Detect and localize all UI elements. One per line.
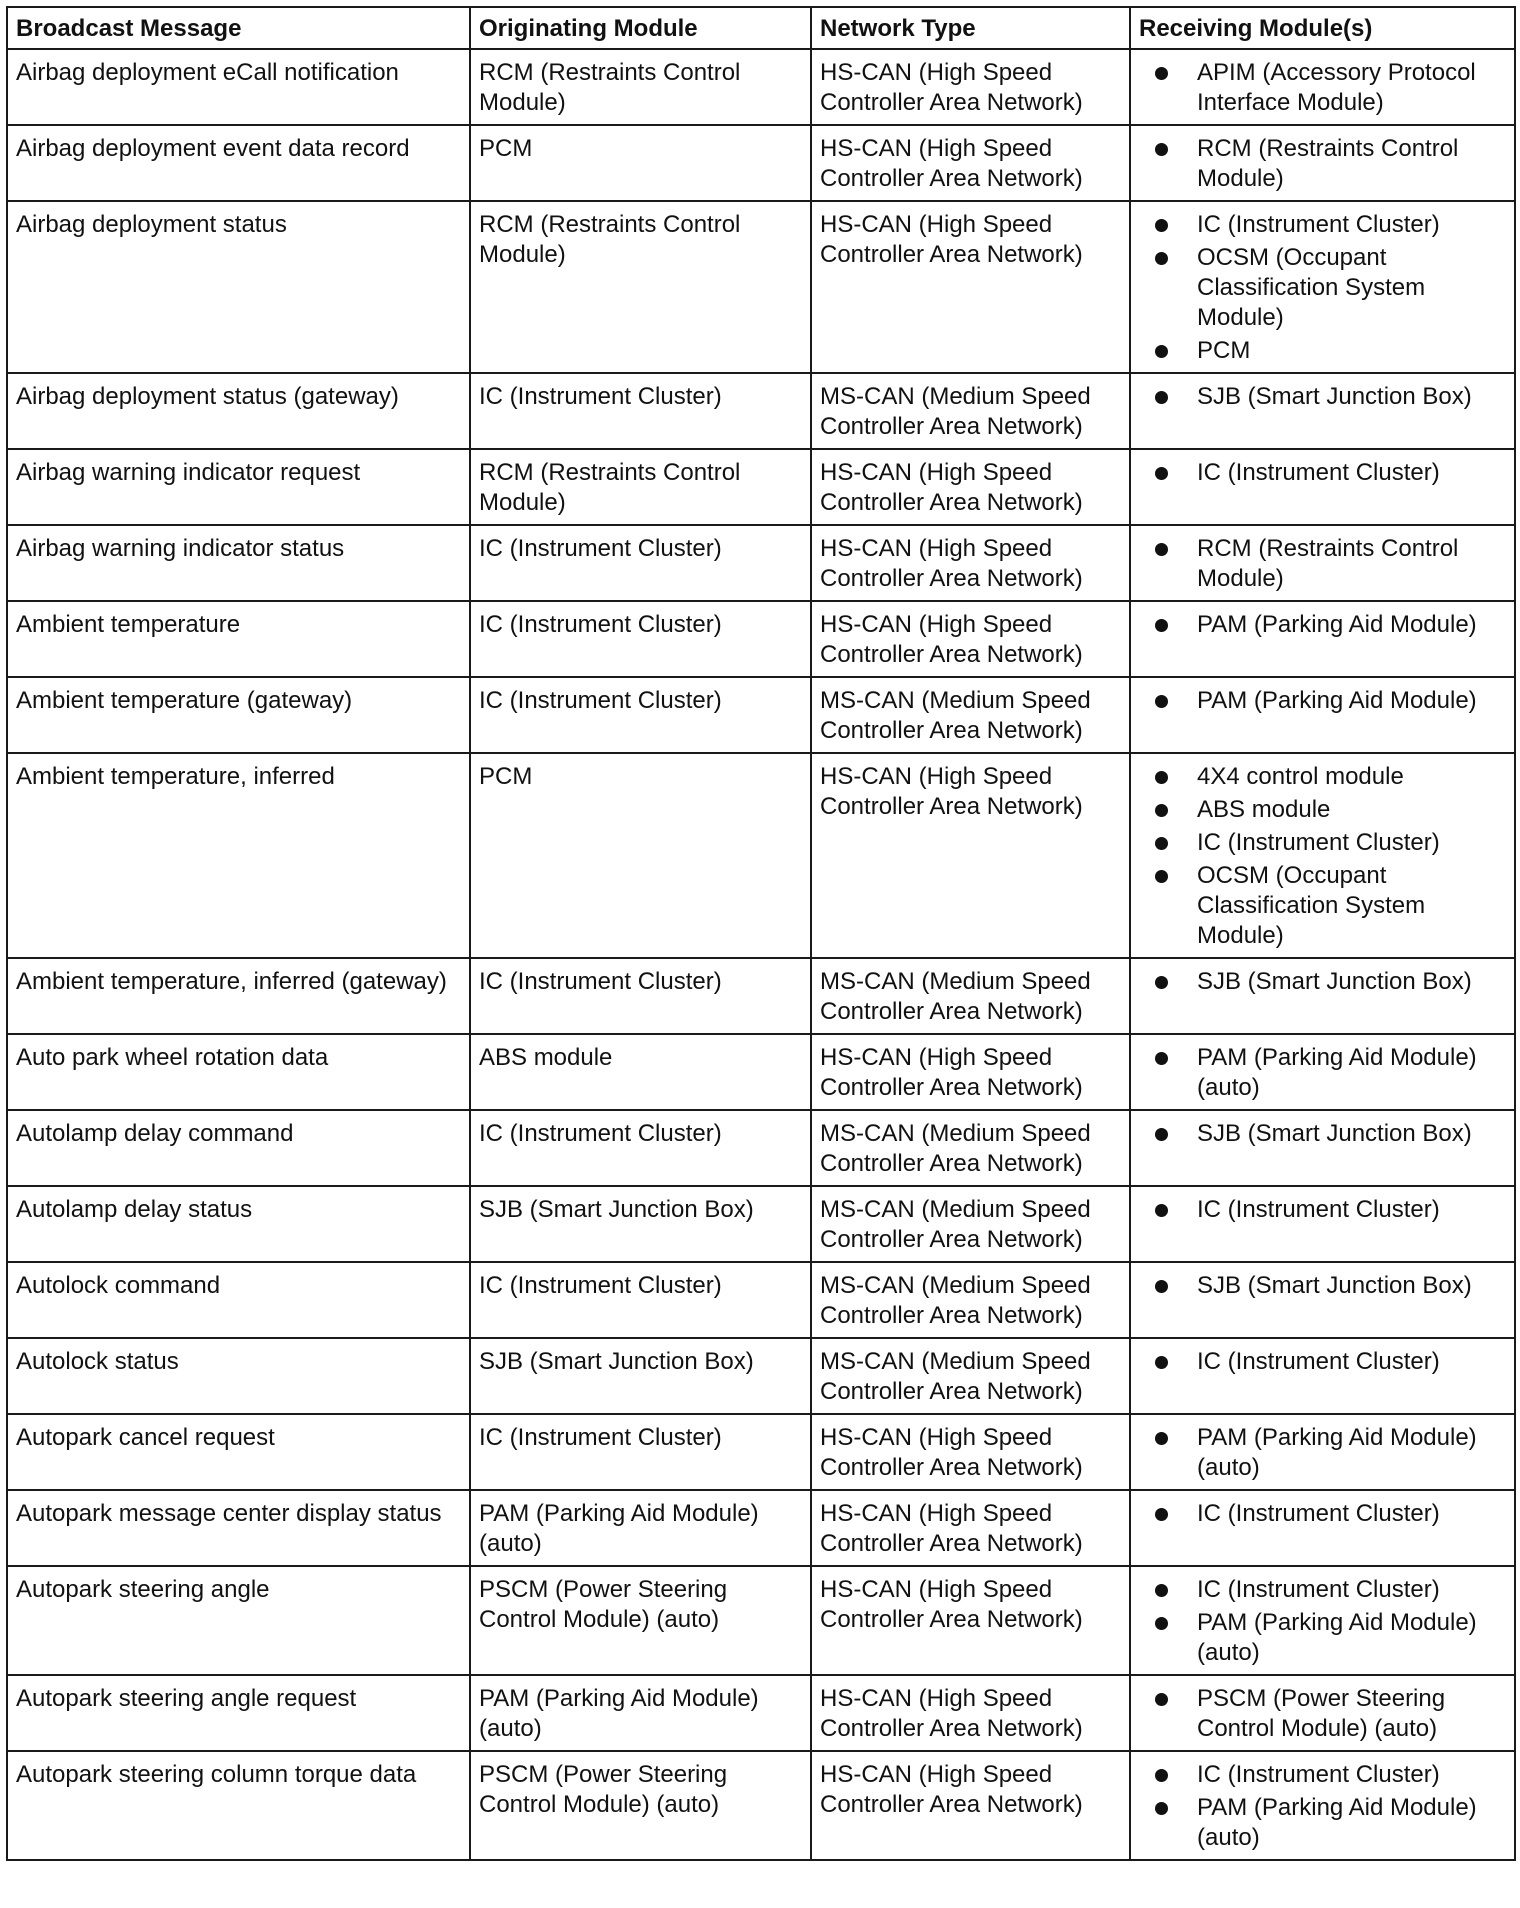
list-item <box>1139 1760 1506 1790</box>
receiving-modules-list <box>1139 1195 1506 1225</box>
header-broadcast-message: Broadcast Message <box>7 7 470 49</box>
receiving-modules-cell <box>1130 1566 1515 1675</box>
list-item <box>1139 1347 1506 1377</box>
originating-module-cell: RCM (Restraints Control Module) <box>470 449 811 525</box>
receiving-module-text: PAM (Parking Aid Module) <box>1197 611 1477 638</box>
network-type-cell: HS-CAN (High Speed Controller Area Network) <box>811 1751 1130 1860</box>
receiving-module-text: RCM (Restraints Control Module) <box>1197 135 1459 192</box>
receiving-modules-list <box>1139 534 1506 594</box>
receiving-modules-list <box>1139 1499 1506 1529</box>
receiving-module-text: IC (Instrument Cluster) <box>1197 1348 1440 1375</box>
bullet-icon <box>1155 976 1168 989</box>
receiving-modules-cell <box>1130 1751 1515 1860</box>
receiving-module-text: IC (Instrument Cluster) <box>1197 211 1440 238</box>
bullet-icon <box>1155 219 1168 232</box>
receiving-modules-cell <box>1130 1490 1515 1566</box>
list-item <box>1139 1793 1506 1853</box>
receiving-modules-cell <box>1130 1186 1515 1262</box>
receiving-module-text: SJB (Smart Junction Box) <box>1197 1272 1472 1299</box>
table-row <box>7 1414 1515 1490</box>
originating-module-cell: IC (Instrument Cluster) <box>470 1262 811 1338</box>
receiving-module-text: IC (Instrument Cluster) <box>1197 1500 1440 1527</box>
bullet-icon <box>1155 619 1168 632</box>
receiving-module-text: IC (Instrument Cluster) <box>1197 1196 1440 1223</box>
originating-module-cell: RCM (Restraints Control Module) <box>470 49 811 125</box>
receiving-modules-list <box>1139 686 1506 716</box>
bullet-icon <box>1155 252 1168 265</box>
table-row <box>7 449 1515 525</box>
receiving-modules-list <box>1139 1347 1506 1377</box>
receiving-modules-list <box>1139 762 1506 951</box>
network-type-cell: HS-CAN (High Speed Controller Area Network) <box>811 1414 1130 1490</box>
bullet-icon <box>1155 1128 1168 1141</box>
receiving-modules-cell <box>1130 201 1515 373</box>
list-item <box>1139 458 1506 488</box>
receiving-modules-list <box>1139 134 1506 194</box>
network-type-cell: HS-CAN (High Speed Controller Area Network) <box>811 525 1130 601</box>
bullet-icon <box>1155 1584 1168 1597</box>
receiving-modules-list <box>1139 382 1506 412</box>
network-type-cell: MS-CAN (Medium Speed Controller Area Network) <box>811 373 1130 449</box>
table-row <box>7 201 1515 373</box>
network-type-cell: HS-CAN (High Speed Controller Area Network) <box>811 753 1130 958</box>
message-cell: Ambient temperature (gateway) <box>7 677 470 753</box>
bullet-icon <box>1155 1769 1168 1782</box>
bullet-icon <box>1155 1802 1168 1815</box>
originating-module-cell: PCM <box>470 753 811 958</box>
list-item <box>1139 382 1506 412</box>
receiving-modules-list <box>1139 458 1506 488</box>
receiving-module-text: PCM <box>1197 337 1251 364</box>
list-item <box>1139 243 1506 333</box>
network-type-cell: HS-CAN (High Speed Controller Area Network) <box>811 125 1130 201</box>
network-type-cell: HS-CAN (High Speed Controller Area Network) <box>811 201 1130 373</box>
receiving-module-text: ABS module <box>1197 796 1331 823</box>
receiving-modules-list <box>1139 610 1506 640</box>
message-cell: Autopark steering angle <box>7 1566 470 1675</box>
originating-module-cell: PCM <box>470 125 811 201</box>
network-type-cell: MS-CAN (Medium Speed Controller Area Network) <box>811 1110 1130 1186</box>
originating-module-cell: SJB (Smart Junction Box) <box>470 1186 811 1262</box>
table-row <box>7 601 1515 677</box>
receiving-module-text: APIM (Accessory Protocol Interface Module) <box>1197 59 1476 116</box>
receiving-modules-cell <box>1130 449 1515 525</box>
receiving-modules-list <box>1139 1760 1506 1853</box>
list-item <box>1139 1684 1506 1744</box>
originating-module-cell: IC (Instrument Cluster) <box>470 601 811 677</box>
list-item <box>1139 210 1506 240</box>
table-row <box>7 373 1515 449</box>
bullet-icon <box>1155 1204 1168 1217</box>
originating-module-cell: IC (Instrument Cluster) <box>470 1110 811 1186</box>
header-row <box>7 7 1515 49</box>
receiving-module-text: IC (Instrument Cluster) <box>1197 1761 1440 1788</box>
receiving-modules-cell <box>1130 1338 1515 1414</box>
message-cell: Autolamp delay command <box>7 1110 470 1186</box>
list-item <box>1139 610 1506 640</box>
originating-module-cell: PSCM (Power Steering Control Module) (auto) <box>470 1751 811 1860</box>
list-item <box>1139 134 1506 194</box>
receiving-module-text: IC (Instrument Cluster) <box>1197 1576 1440 1603</box>
receiving-modules-cell <box>1130 525 1515 601</box>
receiving-module-text: SJB (Smart Junction Box) <box>1197 383 1472 410</box>
receiving-modules-cell <box>1130 125 1515 201</box>
bullet-icon <box>1155 695 1168 708</box>
receiving-module-text: OCSM (Occupant Classification System Module) <box>1197 862 1426 949</box>
bullet-icon <box>1155 1052 1168 1065</box>
receiving-module-text: IC (Instrument Cluster) <box>1197 459 1440 486</box>
bullet-icon <box>1155 1280 1168 1293</box>
message-cell: Autolock status <box>7 1338 470 1414</box>
list-item <box>1139 1271 1506 1301</box>
receiving-modules-cell <box>1130 753 1515 958</box>
message-cell: Airbag warning indicator status <box>7 525 470 601</box>
table-row <box>7 1110 1515 1186</box>
list-item <box>1139 58 1506 118</box>
table-row <box>7 125 1515 201</box>
receiving-module-text: OCSM (Occupant Classification System Module) <box>1197 244 1426 331</box>
bullet-icon <box>1155 1508 1168 1521</box>
receiving-modules-list <box>1139 1119 1506 1149</box>
receiving-modules-list <box>1139 1271 1506 1301</box>
originating-module-cell: PSCM (Power Steering Control Module) (auto) <box>470 1566 811 1675</box>
table-row <box>7 1338 1515 1414</box>
table-row <box>7 1186 1515 1262</box>
receiving-modules-cell <box>1130 1675 1515 1751</box>
bullet-icon <box>1155 467 1168 480</box>
bullet-icon <box>1155 804 1168 817</box>
message-cell: Autopark steering angle request <box>7 1675 470 1751</box>
bullet-icon <box>1155 1617 1168 1630</box>
list-item <box>1139 336 1506 366</box>
message-cell: Auto park wheel rotation data <box>7 1034 470 1110</box>
receiving-modules-list <box>1139 210 1506 366</box>
message-cell: Autolock command <box>7 1262 470 1338</box>
table-row <box>7 1675 1515 1751</box>
receiving-modules-cell <box>1130 601 1515 677</box>
broadcast-message-table <box>6 6 1516 1861</box>
network-type-cell: MS-CAN (Medium Speed Controller Area Network) <box>811 677 1130 753</box>
receiving-modules-list <box>1139 1684 1506 1744</box>
table-row <box>7 753 1515 958</box>
receiving-module-text: PAM (Parking Aid Module) <box>1197 687 1477 714</box>
table-row <box>7 525 1515 601</box>
receiving-modules-list <box>1139 1423 1506 1483</box>
network-type-cell: MS-CAN (Medium Speed Controller Area Network) <box>811 1186 1130 1262</box>
list-item <box>1139 1575 1506 1605</box>
list-item <box>1139 1195 1506 1225</box>
receiving-module-text: SJB (Smart Junction Box) <box>1197 968 1472 995</box>
message-cell: Airbag warning indicator request <box>7 449 470 525</box>
bullet-icon <box>1155 143 1168 156</box>
list-item <box>1139 686 1506 716</box>
receiving-modules-cell <box>1130 1262 1515 1338</box>
list-item <box>1139 1608 1506 1668</box>
table-row <box>7 958 1515 1034</box>
message-cell: Ambient temperature <box>7 601 470 677</box>
originating-module-cell: ABS module <box>470 1034 811 1110</box>
receiving-modules-cell <box>1130 49 1515 125</box>
message-cell: Airbag deployment eCall notification <box>7 49 470 125</box>
list-item <box>1139 795 1506 825</box>
message-cell: Airbag deployment event data record <box>7 125 470 201</box>
message-cell: Autopark message center display status <box>7 1490 470 1566</box>
receiving-module-text: PAM (Parking Aid Module) (auto) <box>1197 1044 1477 1101</box>
receiving-modules-list <box>1139 967 1506 997</box>
table-row <box>7 1566 1515 1675</box>
message-cell: Airbag deployment status (gateway) <box>7 373 470 449</box>
list-item <box>1139 1423 1506 1483</box>
header-receiving-modules: Receiving Module(s) <box>1130 7 1515 49</box>
bullet-icon <box>1155 543 1168 556</box>
receiving-module-text: IC (Instrument Cluster) <box>1197 829 1440 856</box>
receiving-modules-cell <box>1130 373 1515 449</box>
receiving-modules-list <box>1139 1575 1506 1668</box>
receiving-modules-cell <box>1130 958 1515 1034</box>
bullet-icon <box>1155 870 1168 883</box>
message-cell: Autopark steering column torque data <box>7 1751 470 1860</box>
list-item <box>1139 762 1506 792</box>
list-item <box>1139 1119 1506 1149</box>
network-type-cell: HS-CAN (High Speed Controller Area Network) <box>811 1490 1130 1566</box>
list-item <box>1139 861 1506 951</box>
network-type-cell: HS-CAN (High Speed Controller Area Network) <box>811 1675 1130 1751</box>
receiving-modules-cell <box>1130 1414 1515 1490</box>
network-type-cell: HS-CAN (High Speed Controller Area Network) <box>811 449 1130 525</box>
receiving-module-text: PAM (Parking Aid Module) (auto) <box>1197 1609 1477 1666</box>
bullet-icon <box>1155 67 1168 80</box>
receiving-module-text: PAM (Parking Aid Module) (auto) <box>1197 1424 1477 1481</box>
bullet-icon <box>1155 1356 1168 1369</box>
header-network-type: Network Type <box>811 7 1130 49</box>
table-row <box>7 1262 1515 1338</box>
list-item <box>1139 534 1506 594</box>
list-item <box>1139 1043 1506 1103</box>
message-cell: Airbag deployment status <box>7 201 470 373</box>
document-page <box>6 6 1514 1861</box>
originating-module-cell: IC (Instrument Cluster) <box>470 958 811 1034</box>
network-type-cell: HS-CAN (High Speed Controller Area Network) <box>811 1034 1130 1110</box>
network-type-cell: MS-CAN (Medium Speed Controller Area Network) <box>811 1338 1130 1414</box>
bullet-icon <box>1155 837 1168 850</box>
network-type-cell: MS-CAN (Medium Speed Controller Area Network) <box>811 1262 1130 1338</box>
receiving-modules-list <box>1139 58 1506 118</box>
table-row <box>7 49 1515 125</box>
header-originating-module: Originating Module <box>470 7 811 49</box>
message-cell: Ambient temperature, inferred <box>7 753 470 958</box>
table-row <box>7 677 1515 753</box>
bullet-icon <box>1155 345 1168 358</box>
receiving-module-text: PSCM (Power Steering Control Module) (auto) <box>1197 1685 1446 1742</box>
bullet-icon <box>1155 1693 1168 1706</box>
originating-module-cell: SJB (Smart Junction Box) <box>470 1338 811 1414</box>
originating-module-cell: IC (Instrument Cluster) <box>470 373 811 449</box>
originating-module-cell: PAM (Parking Aid Module) (auto) <box>470 1490 811 1566</box>
receiving-module-text: RCM (Restraints Control Module) <box>1197 535 1459 592</box>
table-row <box>7 1034 1515 1110</box>
originating-module-cell: PAM (Parking Aid Module) (auto) <box>470 1675 811 1751</box>
originating-module-cell: IC (Instrument Cluster) <box>470 525 811 601</box>
bullet-icon <box>1155 771 1168 784</box>
table-body <box>7 49 1515 1860</box>
receiving-module-text: 4X4 control module <box>1197 763 1404 790</box>
list-item <box>1139 967 1506 997</box>
receiving-module-text: PAM (Parking Aid Module) (auto) <box>1197 1794 1477 1851</box>
receiving-modules-cell <box>1130 677 1515 753</box>
receiving-modules-cell <box>1130 1110 1515 1186</box>
bullet-icon <box>1155 1432 1168 1445</box>
receiving-module-text: SJB (Smart Junction Box) <box>1197 1120 1472 1147</box>
receiving-modules-list <box>1139 1043 1506 1103</box>
originating-module-cell: IC (Instrument Cluster) <box>470 1414 811 1490</box>
network-type-cell: HS-CAN (High Speed Controller Area Network) <box>811 601 1130 677</box>
originating-module-cell: IC (Instrument Cluster) <box>470 677 811 753</box>
network-type-cell: HS-CAN (High Speed Controller Area Network) <box>811 49 1130 125</box>
message-cell: Autopark cancel request <box>7 1414 470 1490</box>
list-item <box>1139 828 1506 858</box>
table-row <box>7 1490 1515 1566</box>
originating-module-cell: RCM (Restraints Control Module) <box>470 201 811 373</box>
message-cell: Autolamp delay status <box>7 1186 470 1262</box>
table-row <box>7 1751 1515 1860</box>
network-type-cell: HS-CAN (High Speed Controller Area Network) <box>811 1566 1130 1675</box>
receiving-modules-cell <box>1130 1034 1515 1110</box>
bullet-icon <box>1155 391 1168 404</box>
list-item <box>1139 1499 1506 1529</box>
network-type-cell: MS-CAN (Medium Speed Controller Area Network) <box>811 958 1130 1034</box>
message-cell: Ambient temperature, inferred (gateway) <box>7 958 470 1034</box>
